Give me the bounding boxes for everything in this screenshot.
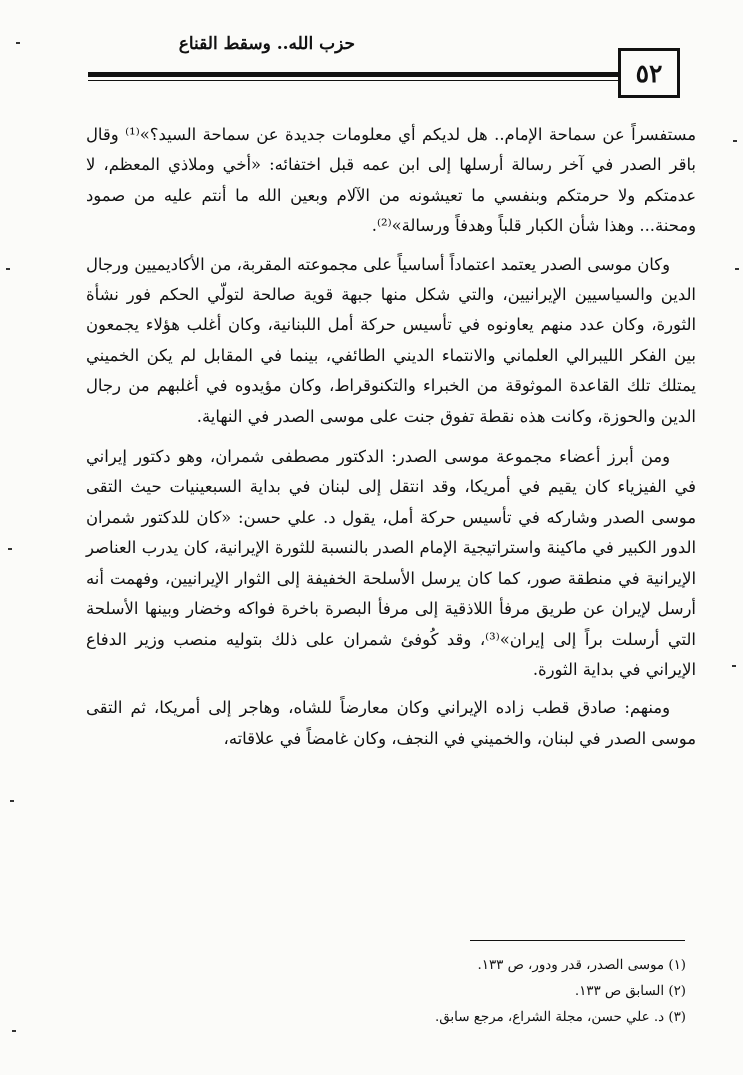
page-number: ٥٢ [618, 48, 680, 98]
footnote: (١) موسى الصدر، قدر ودور، ص ١٣٣. [477, 958, 686, 973]
footnote: (٣) د. علي حسن، مجلة الشراع، مرجع سابق. [434, 1010, 686, 1025]
scan-mark [732, 665, 736, 667]
footnote-rule [470, 940, 685, 941]
scan-mark [12, 1030, 16, 1032]
footnotes [200, 953, 686, 1031]
paragraph: ومنهم: صادق قطب زاده الإيراني وكان معارضاً للشاه، وهاجر إلى أمريكا، ثم التقى موسى الصدر في لبنان، والخميني في النجف، وكان غامضاً في علاقاته، [86, 698, 696, 748]
header-rule-thin [88, 80, 618, 81]
scan-mark [6, 268, 10, 270]
header-rule [88, 72, 618, 77]
scan-mark [10, 800, 14, 802]
scan-mark [735, 268, 739, 270]
paragraph: ومن أبرز أعضاء مجموعة موسى الصدر: الدكتور مصطفى شمران، وهو دكتور إيراني في الفيزياء كان يقيم في أمريكا، وقد انتقل إلى لبنان في بداية السبعينيات حيث التقى موسى الصدر وشاركه في تأسيس حركة أمل، يقول د. علي حسن: «كان للدكتور شمران الدور الكبير في ماكينة واستراتيجية الإمام الصدر بالنسبة للثورة الإيرانية، كان يدرب العناصر الإيرانية في منطقة صور، كما كان يرسل الأسلحة الخفيفة إلى الثوار الإيرانيين، وفهمت أنه أرسل لإيران عن طريق مرفأ اللاذقية إلى مرفأ البصرة باخرة فواكه وخضار وبينها الأسلحة التي أرسلت براً إلى إيران»⁽³⁾، وقد كُوفئ شمران على ذلك بتوليه منصب وزير الدفاع الإيراني في بداية الثورة. [86, 447, 696, 679]
footnote: (٢) السابق ص ١٣٣. [574, 984, 686, 999]
scan-mark [16, 42, 20, 44]
paragraph: وكان موسى الصدر يعتمد اعتماداً أساسياً على مجموعته المقربة، من الأكاديميين ورجال الدين والسياسيين الإيرانيين، والتي شكل منها جبهة قوية صالحة لتولّي الحكم فور نشأة الثورة، وكان عدد منهم يعاونوه في تأسيس حركة أمل اللبنانية، وكان أغلب هؤلاء يجمعون بين الفكر الليبرالي العلماني والانتماء الديني الطائفي، بينما في المقابل لم يكن الخميني يمتلك تلك القاعدة الموثوقة من الخبراء والتكنوقراط، وكان مؤيدوه في أغلبهم من رجال الدين والحوزة، وكانت هذه نقطة تفوق جنت على موسى الصدر في النهاية. [86, 254, 696, 426]
scan-mark [8, 548, 12, 550]
running-title: حزب الله.. وسقط القناع [178, 34, 355, 54]
paragraph: مستفسراً عن سماحة الإمام.. هل لديكم أي معلومات جديدة عن سماحة السيد؟»⁽¹⁾ وقال باقر الصدر في آخر رسالة أرسلها إلى ابن عمه قبل اختفائه: «أخي وملاذي المعظم، لا عدمتكم ولا حرمتكم وبنفسي ما تعيشونه من الآلام وبعين الله ما أنتم عليه من صمود ومحنة... وهذا شأن الكبار قلباً وهدفاً ورسالة»⁽²⁾. [86, 125, 697, 236]
scan-mark [733, 140, 737, 142]
body-text [86, 120, 696, 754]
